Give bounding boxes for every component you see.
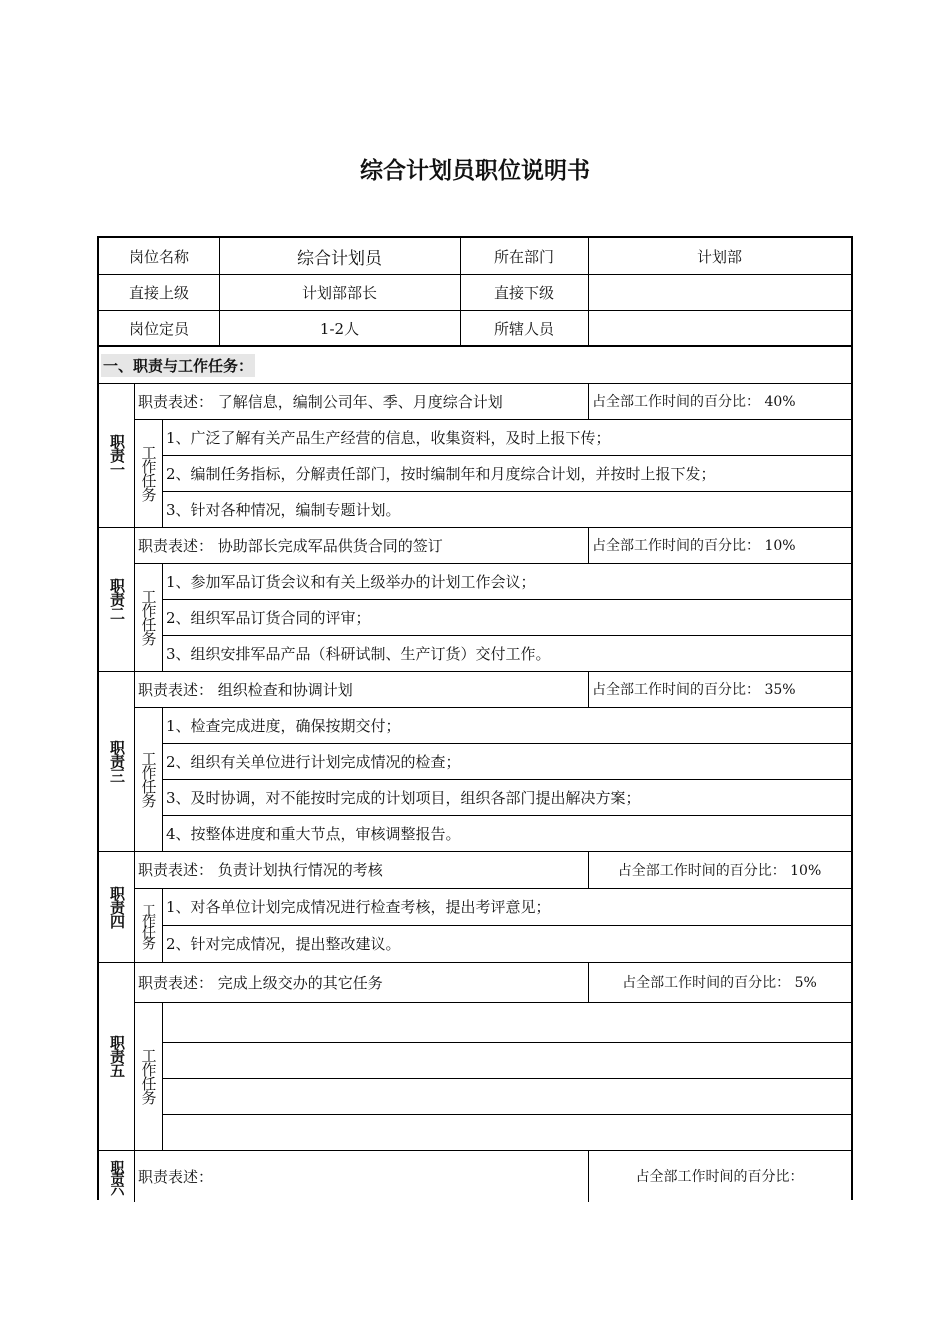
task-item: 3、针对各种情况，编制专题计划。 [166, 500, 401, 519]
duty-description: 职责表述： 组织检查和协调计划 [138, 680, 353, 699]
duty-time-percentage: 占全部工作时间的百分比： 40% [592, 394, 796, 410]
duty-time-percentage: 占全部工作时间的百分比： 35% [592, 682, 796, 698]
header-label-managed-staff: 所辖人员 [493, 319, 554, 338]
header-value-headcount: 1-2人 [319, 319, 360, 338]
header-label-subordinate: 直接下级 [493, 283, 554, 302]
task-item: 1、对各单位计划完成情况进行检查考核，提出考评意见； [166, 898, 551, 916]
duty-description: 职责表述： 完成上级交办的其它任务 [138, 973, 383, 992]
task-item: 2、编制任务指标，分解责任部门，按时编制年和月度综合计划，并按时上报下发； [166, 464, 716, 483]
duty-label: 职责三 [108, 740, 126, 782]
header-label-department: 所在部门 [493, 247, 554, 266]
duty-time-percentage: 占全部工作时间的百分比： [635, 1169, 804, 1185]
task-item: 4、按整体进度和重大节点，审核调整报告。 [166, 824, 461, 843]
task-item [162, 1002, 851, 1042]
page-title: 综合计划员职位说明书 [360, 158, 590, 184]
task-item: 3、及时协调，对不能按时完成的计划项目，组织各部门提出解决方案； [166, 788, 641, 807]
duty-description: 职责表述： [138, 1167, 214, 1186]
duty-description: 职责表述： 协助部长完成军品供货合同的签订 [138, 536, 443, 555]
task-item: 3、组织安排军品产品（科研试制、生产订货）交付工作。 [166, 644, 551, 663]
task-item [162, 1078, 851, 1114]
task-item: 1、广泛了解有关产品生产经营的信息，收集资料，及时上报下传； [166, 428, 611, 447]
task-item: 2、组织有关单位进行计划完成情况的检查； [166, 752, 461, 771]
duty-description: 职责表述： 负责计划执行情况的考核 [138, 861, 383, 879]
header-label-headcount: 岗位定员 [128, 319, 189, 338]
duty-label: 职责六 [108, 1159, 125, 1193]
header-label-superior: 直接上级 [128, 283, 189, 302]
task-label: 工作任务 [140, 903, 156, 947]
header-value-department: 计划部 [696, 247, 742, 266]
duty-label: 职责五 [108, 1035, 126, 1077]
duty-description: 职责表述： 了解信息，编制公司年、季、月度综合计划 [138, 392, 503, 411]
task-label: 工作任务 [139, 589, 158, 645]
job-description-table [97, 236, 853, 1200]
task-item: 1、检查完成进度，确保按期交付； [166, 716, 401, 735]
duty-time-percentage: 占全部工作时间的百分比： 5% [622, 975, 817, 991]
duty-label: 职责二 [108, 578, 126, 620]
task-item: 2、针对完成情况，提出整改建议。 [166, 935, 401, 953]
section-title: 一、职责与工作任务： [99, 347, 851, 383]
task-item [162, 1114, 851, 1150]
duty-label: 职责一 [108, 434, 126, 476]
duty-label: 职责四 [108, 885, 126, 928]
task-label: 工作任务 [139, 1048, 158, 1104]
task-item [162, 1042, 851, 1078]
header-value-position-name: 综合计划员 [297, 248, 382, 269]
header-value-managed-staff [588, 310, 851, 346]
header-value-superior: 计划部部长 [301, 283, 377, 302]
task-item: 2、组织军品订货合同的评审； [166, 608, 371, 627]
task-item: 1、参加军品订货会议和有关上级举办的计划工作会议； [166, 572, 536, 591]
duty-time-percentage: 占全部工作时间的百分比： 10% [617, 862, 822, 879]
header-label-position-name: 岗位名称 [128, 247, 189, 266]
duty-time-percentage: 占全部工作时间的百分比： 10% [592, 538, 796, 554]
header-value-subordinate [588, 274, 851, 310]
task-label: 工作任务 [139, 445, 158, 501]
task-label: 工作任务 [139, 751, 158, 807]
